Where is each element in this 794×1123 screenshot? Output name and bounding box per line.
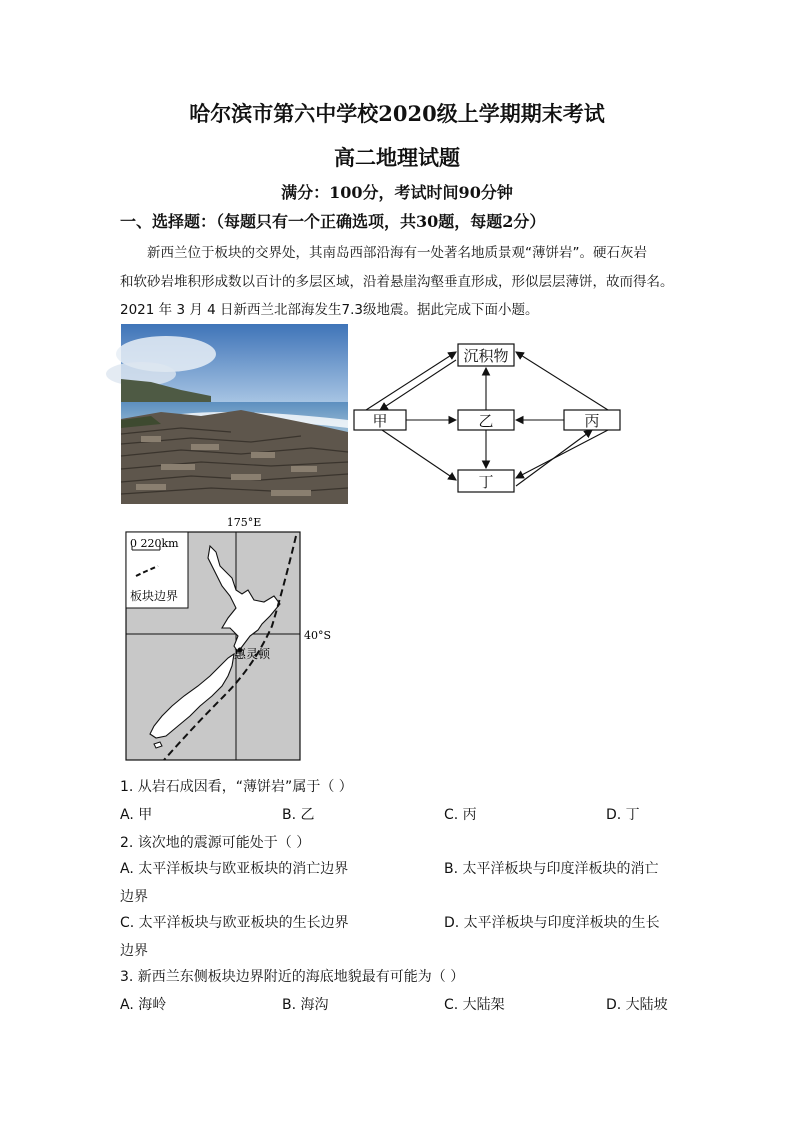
label-yi: 乙 — [478, 412, 494, 430]
q2-option-d-cont: 边界 — [120, 943, 148, 959]
latitude-label: 40°S — [304, 629, 332, 642]
q1-option-c: C. 丙 — [444, 807, 477, 823]
label-ding: 丁 — [478, 473, 494, 491]
question-1-stem: 1. 从岩石成因看，“薄饼岩”属于（ ） — [120, 779, 353, 795]
label-bing: 丙 — [584, 412, 600, 430]
exam-subtitle: 高二地理试题 — [334, 145, 460, 170]
q2-option-b: B. 太平洋板块与印度洋板块的消亡 — [444, 861, 659, 877]
q3-option-c: C. 大陆架 — [444, 997, 505, 1013]
q3-option-a: A. 海岭 — [120, 997, 167, 1013]
q2-option-b-cont: 边界 — [120, 889, 148, 905]
intro-line-3: 2021 年 3 月 4 日新西兰北部海发生7.3级地震。据此完成下面小题。 — [120, 302, 539, 318]
new-zealand-map — [124, 516, 332, 764]
label-jia: 甲 — [372, 412, 388, 430]
intro-line-1: 新西兰位于板块的交界处，其南岛西部沿海有一处著名地质景观“薄饼岩”。硬石灰岩 — [147, 245, 647, 261]
section-heading: 一、选择题：（每题只有一个正确选项，共30题，每题2分） — [120, 212, 546, 231]
city-label: 惠灵顿 — [234, 647, 271, 661]
q3-option-d: D. 大陆坡 — [606, 997, 668, 1013]
rock-cycle-diagram — [352, 340, 624, 500]
question-3-stem: 3. 新西兰东侧板块边界附近的海底地貌最有可能为（ ） — [120, 969, 465, 985]
q2-option-a: A. 太平洋板块与欧亚板块的消亡边界 — [120, 861, 349, 877]
question-2-stem: 2. 该次地的震源可能处于（ ） — [120, 835, 311, 851]
q2-option-d: D. 太平洋板块与印度洋板块的生长 — [444, 915, 660, 931]
scale-label: 0 220km — [130, 537, 179, 550]
label-sediment: 沉积物 — [463, 347, 509, 365]
longitude-label: 175°E — [226, 516, 262, 529]
intro-line-2: 和软砂岩堆积形成数以百计的多层区域，沿着悬崖沟壑垂直形成，形似层层薄饼，故而得名。 — [120, 274, 674, 290]
q1-option-d: D. 丁 — [606, 807, 640, 823]
q2-option-c: C. 太平洋板块与欧亚板块的生长边界 — [120, 915, 349, 931]
pancake-rocks-photo — [121, 324, 348, 504]
q1-option-b: B. 乙 — [282, 807, 315, 823]
legend-label: 板块边界 — [130, 589, 179, 603]
q3-option-b: B. 海沟 — [282, 997, 329, 1013]
exam-info: 满分：100分，考试时间90分钟 — [281, 183, 513, 202]
exam-title: 哈尔滨市第六中学校2020级上学期期末考试 — [189, 101, 605, 126]
q1-option-a: A. 甲 — [120, 807, 153, 823]
